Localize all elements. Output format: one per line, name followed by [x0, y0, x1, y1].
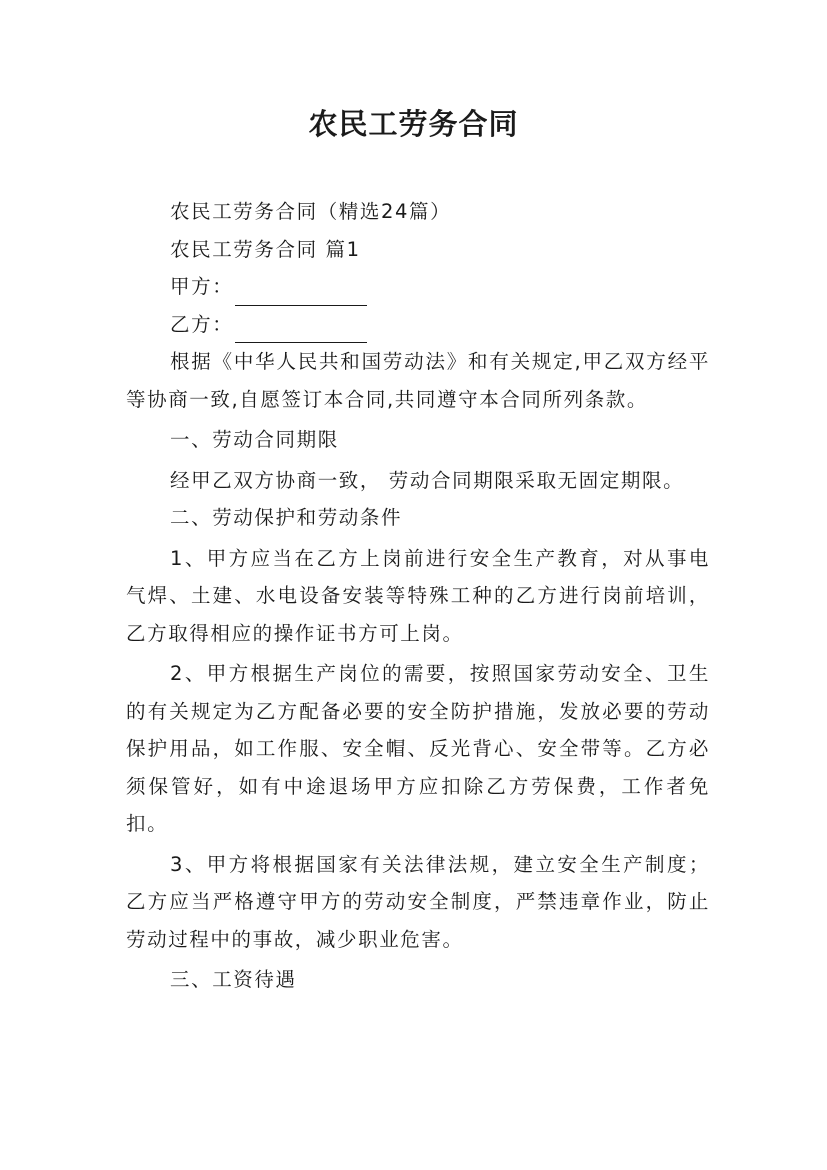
section-2-item-3: 3、甲方将根据国家有关法律法规，建立安全生产制度；乙方应当严格遵守甲方的劳动安全制度，严禁违章作业，防止劳动过程中的事故，减少职业危害。	[126, 852, 710, 951]
party-a-blank	[235, 281, 367, 306]
section-3-heading: 三、工资待遇	[170, 968, 297, 991]
section-1-heading: 一、劳动合同期限	[170, 428, 339, 451]
section-2-item-1: 1、甲方应当在乙方上岗前进行安全生产教育，对从事电气焊、土建、水电设备安装等特殊工种的乙方进行岗前培训，乙方取得相应的操作证书方可上岗。	[126, 546, 710, 645]
document-body	[126, 193, 710, 999]
party-a-label: 甲方：	[170, 275, 234, 298]
document-title: 农民工劳务合同	[308, 107, 519, 141]
section-1-text: 经甲乙双方协商一致， 劳动合同期限采取无固定期限。	[170, 468, 685, 492]
party-b-blank	[235, 318, 367, 343]
chapter-heading: 农民工劳务合同 篇1	[170, 237, 361, 261]
section-2-item-2: 2、甲方根据生产岗位的需要，按照国家劳动安全、卫生的有关规定为乙方配备必要的安全防护措施，发放必要的劳动保护用品，如工作服、安全帽、反光背心、安全带等。乙方必须保管好，如有中途退场甲方应扣除乙方劳保费，工作者免扣。	[126, 662, 710, 835]
party-a-line	[126, 268, 710, 306]
section-2-heading: 二、劳动保护和劳动条件	[170, 506, 403, 529]
document-subtitle: 农民工劳务合同（精选24篇）	[170, 200, 452, 223]
party-b-label: 乙方：	[170, 312, 234, 336]
party-b-line	[126, 306, 710, 344]
intro-paragraph: 根据《中华人民共和国劳动法》和有关规定,甲乙双方经平等协商一致,自愿签订本合同,共同遵守本合同所列条款。	[126, 350, 710, 411]
